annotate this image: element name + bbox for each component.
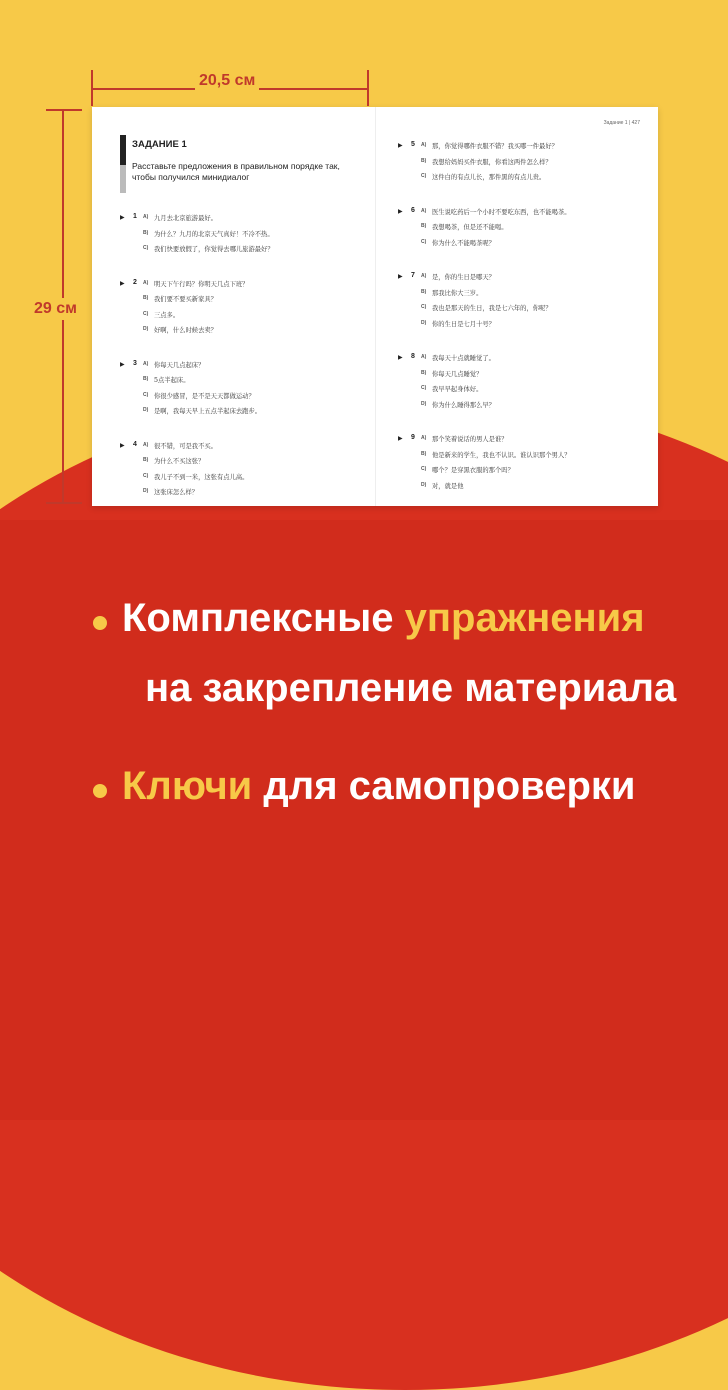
option-sentence: 对，就是他: [432, 482, 464, 490]
option-sentence: 那我比你大三岁。: [432, 289, 483, 297]
option-letter: C): [143, 245, 149, 251]
option-letter: C): [421, 173, 427, 179]
option-letter: A): [421, 273, 427, 279]
bullet-1-highlight: упражнения: [404, 596, 645, 640]
option-letter: B): [421, 288, 427, 295]
option-letter: A): [421, 354, 427, 360]
option-sentence: 你的生日是七月十号？: [432, 320, 495, 328]
exercise-number: 8: [411, 353, 415, 360]
play-arrow-icon: ▶: [120, 360, 125, 368]
exercise-number: 3: [133, 359, 137, 367]
option-sentence: 我们快要放假了，你觉得去哪儿旅游最好？: [154, 246, 274, 253]
option-sentence: 我每天十点就睡觉了。: [432, 355, 495, 362]
page-header: Задание 1 | 427: [603, 120, 640, 126]
exercise-number: 6: [411, 206, 415, 214]
play-arrow-icon: ▶: [398, 142, 403, 149]
bullet-dot-1: [93, 616, 107, 630]
exercise-number: 7: [411, 272, 415, 279]
height-tick-top: [46, 109, 82, 111]
option-sentence: 为什么？九月的北京天气真好！不冷不热。: [154, 230, 274, 238]
exercise-number: 5: [411, 141, 415, 148]
option-sentence: 你很少感冒，是不是天天都做运动？: [154, 392, 255, 400]
option-letter: B): [143, 376, 149, 382]
width-tick-left: [91, 70, 93, 106]
option-letter: D): [143, 326, 149, 332]
option-letter: D): [421, 319, 427, 326]
bullet-1-line-1: [122, 596, 645, 641]
option-letter: C): [143, 472, 149, 479]
option-sentence: 那个笑着说话的男人是谁？: [432, 436, 508, 443]
play-arrow-icon: ▶: [398, 354, 403, 361]
option-letter: B): [143, 295, 149, 301]
option-letter: B): [143, 457, 149, 463]
width-tick-right: [367, 70, 369, 106]
exercise-number: 1: [133, 213, 137, 220]
option-sentence: 为什么不买这张？: [154, 458, 205, 465]
play-arrow-icon: ▶: [398, 273, 403, 280]
option-sentence: 我想给妈妈买件衣服，你看这两件怎么样？: [432, 158, 552, 166]
option-letter: A): [143, 214, 149, 220]
option-sentence: 那，你觉得哪件衣服不错？我买哪一件最好？: [432, 143, 558, 150]
option-sentence: 这张床怎么样？: [154, 489, 199, 496]
option-letter: A): [143, 279, 149, 286]
option-sentence: 明天下午行吗？你明天几点下班？: [154, 280, 249, 288]
option-sentence: 很不错，可是我不买。: [154, 442, 217, 450]
option-letter: C): [421, 304, 427, 310]
option-letter: A): [421, 142, 427, 148]
option-sentence: 是，你的生日是哪天？: [432, 274, 495, 281]
option-sentence: 我儿子不到一米，这张有点儿高。: [154, 473, 249, 481]
option-letter: C): [421, 466, 427, 472]
option-letter: C): [421, 238, 427, 245]
option-sentence: 九月去北京旅游最好。: [154, 215, 217, 222]
height-tick-bottom: [46, 502, 82, 504]
option-sentence: 是啊，我每天早上五点半起床去跑步。: [154, 408, 262, 415]
option-sentence: 你每天几点起床？: [154, 361, 205, 369]
option-letter: C): [143, 310, 149, 317]
option-sentence: 我们要不要买新家具？: [154, 296, 217, 303]
option-letter: D): [143, 488, 149, 494]
option-sentence: 我早早起身体好。: [432, 386, 483, 393]
bullet-2: [122, 764, 636, 809]
option-letter: B): [143, 229, 149, 236]
option-letter: A): [421, 435, 427, 441]
task-title: ЗАДАНИЕ 1: [132, 139, 187, 150]
play-arrow-icon: ▶: [120, 214, 125, 221]
option-sentence: 哪个？是穿黑衣服的那个吗？: [432, 467, 514, 474]
play-arrow-icon: ▶: [398, 435, 403, 442]
height-label: 29 см: [32, 298, 79, 320]
option-letter: D): [421, 400, 427, 407]
option-letter: D): [143, 407, 149, 413]
width-label: 20,5 см: [195, 72, 259, 90]
option-letter: B): [421, 157, 427, 164]
book-spread: [92, 107, 658, 506]
task-bar-accent: [120, 165, 126, 193]
play-arrow-icon: ▶: [120, 279, 125, 287]
option-letter: D): [421, 481, 427, 488]
option-letter: B): [421, 369, 427, 376]
option-sentence: 5点半起床。: [154, 377, 190, 384]
play-arrow-icon: ▶: [120, 441, 125, 449]
option-sentence: 这件白的有点儿长，那件黑的有点儿贵。: [432, 174, 546, 181]
option-letter: C): [421, 385, 427, 391]
option-sentence: 好啊，什么时候去卖？: [154, 327, 217, 334]
bullet-1-line-2: на закрепление материала: [145, 666, 677, 710]
exercise-number: 2: [133, 278, 137, 286]
option-sentence: 你为什么不能喝茶呢？: [432, 239, 495, 247]
bullet-2-rest: для самопроверки: [263, 764, 636, 808]
option-letter: B): [421, 223, 427, 229]
play-arrow-icon: ▶: [398, 207, 403, 215]
option-letter: A): [421, 207, 427, 214]
option-letter: A): [143, 441, 149, 448]
option-sentence: 三点多。: [154, 311, 180, 319]
option-sentence: 我也是那天的生日，我是七六年的，你呢？: [432, 305, 552, 312]
option-sentence: 我想喝茶，但是还不能喝。: [432, 224, 508, 231]
bullet-2-highlight: Ключи: [122, 764, 253, 808]
option-sentence: 他是新来的学生，我也不认识。谁认识那个男人？: [432, 451, 571, 459]
option-letter: B): [421, 450, 427, 457]
option-letter: A): [143, 360, 149, 367]
bullet-1-word-1: Комплексные: [122, 596, 394, 640]
option-sentence: 医生说吃药后一个小时不要吃东西，也不能喝茶。: [432, 208, 571, 216]
option-sentence: 你为什么睡得那么早？: [432, 401, 495, 409]
exercise-number: 4: [133, 440, 137, 448]
task-text: Расставьте предложения в правильном порядке так, чтобы получился минидиалог: [132, 161, 340, 182]
book-spine: [375, 107, 376, 506]
exercise-number: 9: [411, 434, 415, 441]
option-letter: C): [143, 391, 149, 398]
bullet-dot-2: [93, 784, 107, 798]
option-sentence: 你每天几点睡觉？: [432, 370, 483, 378]
